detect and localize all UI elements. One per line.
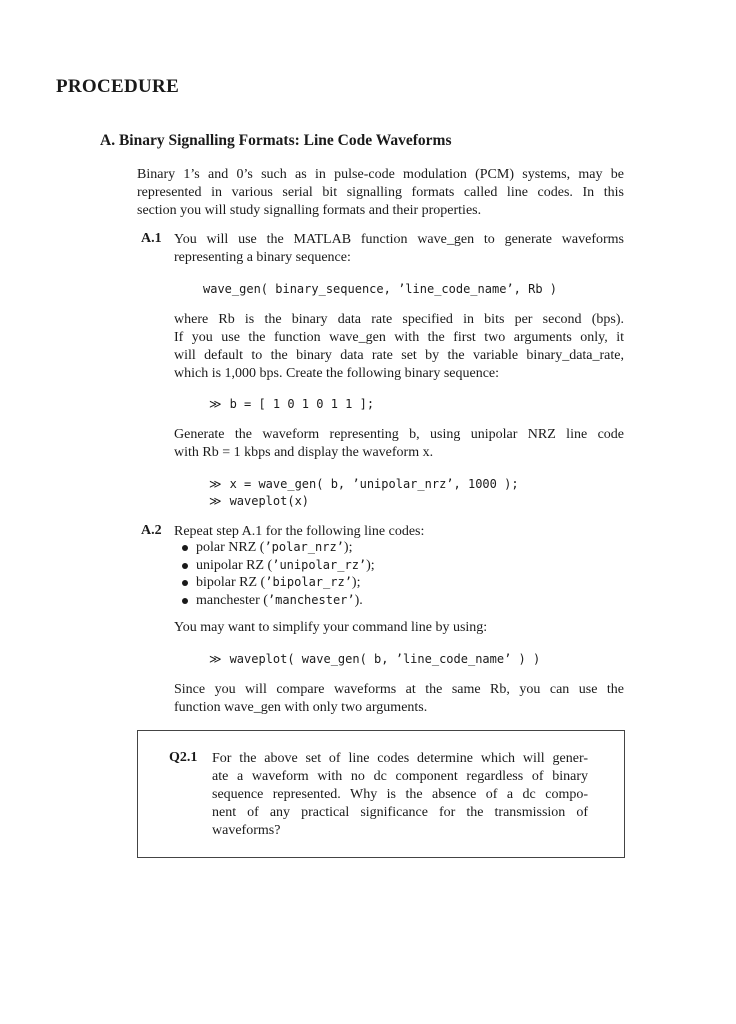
question-line: nent of any practical significance for the transmission of <box>212 805 588 820</box>
question-text <box>212 750 588 840</box>
question-line: ate a waveform with no dc component regardless of binary <box>212 769 588 784</box>
step-a1-generate <box>174 426 624 462</box>
question-label: Q2.1 <box>169 750 198 765</box>
question-line: waveforms? <box>212 823 281 838</box>
list-item: manchester (’manchester’). <box>196 592 375 610</box>
step-a1-line: You will use the MATLAB function wave_gen to generate waveforms <box>174 232 624 247</box>
command-waveplot <box>209 492 309 510</box>
command-text: x = wave_gen( b, ’unipolar_nrz’, 1000 ); <box>229 477 519 491</box>
step-a2-simplify <box>174 619 624 637</box>
prompt-symbol: ≫ <box>209 397 222 411</box>
explain-line: where Rb is the binary data rate specified in bits per second (bps). <box>174 312 624 327</box>
generate-line: with Rb = 1 kbps and display the waveform x. <box>174 445 434 460</box>
intro-line: section you will study signalling formats and their properties. <box>137 203 482 218</box>
intro-line: represented in various serial bit signalling formats called line codes. In this <box>137 185 624 200</box>
wave-gen-syntax: wave_gen( binary_sequence, ’line_code_name’, Rb ) <box>203 282 558 296</box>
step-a2-label: A.2 <box>141 523 162 538</box>
question-line: For the above set of line codes determine which will gener- <box>212 751 588 766</box>
generate-line: Generate the waveform representing b, using unipolar NRZ line code <box>174 427 624 442</box>
command-text: waveplot(x) <box>229 494 310 508</box>
intro-line: Binary 1’s and 0’s such as in pulse-code modulation (PCM) systems, may be <box>137 167 624 182</box>
section-a-heading: A. Binary Signalling Formats: Line Code Waveforms <box>100 132 452 149</box>
prompt-symbol: ≫ <box>209 494 222 508</box>
list-item: polar NRZ (’polar_nrz’); <box>196 539 375 557</box>
command-text: b = [ 1 0 1 0 1 1 ]; <box>229 397 375 411</box>
line-code-list <box>196 539 375 609</box>
command-text: waveplot( wave_gen( b, ’line_code_name’ ) ) <box>229 652 541 666</box>
prompt-symbol: ≫ <box>209 477 222 491</box>
step-a1-text <box>174 231 624 267</box>
step-a2-line: Repeat step A.1 for the following line codes: <box>174 524 425 539</box>
prompt-symbol: ≫ <box>209 652 222 666</box>
simplify-line: You may want to simplify your command line by using: <box>174 620 488 635</box>
list-item: bipolar RZ (’bipolar_rz’); <box>196 574 375 592</box>
page-title: PROCEDURE <box>56 76 180 97</box>
compare-line: Since you will compare waveforms at the same Rb, you can use the <box>174 682 624 697</box>
explain-line: will default to the binary data rate set by the variable binary_data_rate, <box>174 348 624 363</box>
step-a1-explanation <box>174 311 624 383</box>
explain-line: which is 1,000 bps. Create the following binary sequence: <box>174 366 500 381</box>
section-a-intro <box>137 166 624 220</box>
command-combined <box>209 650 540 668</box>
question-line: sequence represented. Why is the absence of a dc compo- <box>212 787 588 802</box>
step-a1-label: A.1 <box>141 231 162 246</box>
compare-line: function wave_gen with only two arguments. <box>174 700 428 715</box>
step-a1-line: representing a binary sequence: <box>174 250 351 265</box>
list-item: unipolar RZ (’unipolar_rz’); <box>196 557 375 573</box>
explain-line: If you use the function wave_gen with the first two arguments only, it <box>174 330 624 345</box>
command-binary-sequence <box>209 395 374 413</box>
command-wave-gen <box>209 475 519 493</box>
step-a2-compare <box>174 681 624 717</box>
